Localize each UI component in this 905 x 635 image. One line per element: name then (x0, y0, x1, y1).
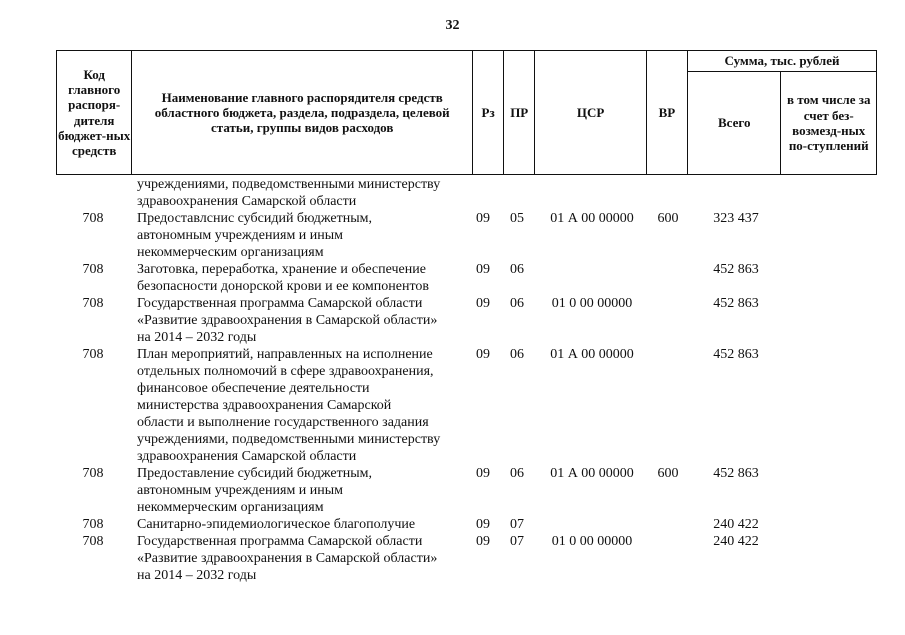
cell-pr: 07 (510, 534, 524, 549)
cell-rz: 09 (476, 347, 490, 362)
cell-total: 240 422 (713, 517, 759, 532)
cell-name (137, 465, 472, 516)
cell-csr: 01 0 00 00000 (551, 296, 633, 311)
table-row (56, 516, 877, 533)
table-row (56, 465, 877, 516)
cell-code: 708 (82, 534, 104, 549)
cell-code: 708 (82, 517, 104, 532)
cell-name (137, 516, 472, 533)
table-row (56, 176, 877, 210)
cell-total: 452 863 (713, 466, 759, 481)
cell-name-line: «Развитие здравоохранения в Самарской области» (137, 313, 438, 328)
table-row (56, 295, 877, 346)
table-header (56, 50, 877, 175)
header-pr: ПР (504, 51, 535, 175)
cell-csr: 01 А 00 00000 (550, 347, 634, 362)
page-number: 32 (445, 18, 460, 33)
cell-name-line: Санитарно-эпидемиологическое благополучие (137, 517, 416, 532)
cell-rz: 09 (476, 466, 490, 481)
cell-name-line: на 2014 – 2032 годы (137, 568, 257, 583)
cell-code: 708 (82, 347, 104, 362)
cell-name-line: министерства здравоохранения Самарской (137, 398, 392, 413)
cell-name-line: некоммерческим организациям (137, 245, 324, 260)
cell-rz: 09 (476, 296, 490, 311)
cell-rz: 09 (476, 211, 490, 226)
cell-name-line: Заготовка, переработка, хранение и обеспечение (137, 262, 426, 277)
cell-code: 708 (82, 466, 104, 481)
cell-pr: 07 (510, 517, 524, 532)
cell-name-line: Государственная программа Самарской области (137, 534, 423, 549)
cell-csr: 01 А 00 00000 (550, 211, 634, 226)
cell-name-line: Предоставлснис субсидий бюджетным, (137, 211, 373, 226)
cell-name-line: План мероприятий, направленных на исполнение (137, 347, 433, 362)
cell-total: 452 863 (713, 262, 759, 277)
cell-name-line: области и выполнение государственного задания (137, 415, 429, 430)
cell-pr: 06 (510, 466, 524, 481)
cell-code: 708 (82, 211, 104, 226)
cell-name-line: некоммерческим организациям (137, 500, 324, 515)
cell-name-line: Предоставление субсидий бюджетным, (137, 466, 373, 481)
cell-name-line: здравоохранения Самарской области (137, 449, 357, 464)
cell-name-line: учреждениями, подведомственными министерству (137, 177, 441, 192)
cell-name (137, 210, 472, 261)
cell-name-line: учреждениями, подведомственными министерству (137, 432, 441, 447)
cell-name-line: Государственная программа Самарской области (137, 296, 423, 311)
cell-name-line: здравоохранения Самарской области (137, 194, 357, 209)
cell-rz: 09 (476, 534, 490, 549)
header-code: Код главного распоря-дителя бюджет-ных средств (57, 51, 132, 175)
cell-name-line: финансовое обеспечение деятельности (137, 381, 370, 396)
cell-vr: 600 (657, 211, 679, 226)
cell-total: 323 437 (713, 211, 759, 226)
cell-csr: 01 А 00 00000 (550, 466, 634, 481)
cell-name (137, 295, 472, 346)
cell-pr: 05 (510, 211, 524, 226)
cell-rz: 09 (476, 517, 490, 532)
cell-pr: 06 (510, 347, 524, 362)
cell-total: 452 863 (713, 347, 759, 362)
cell-code: 708 (82, 296, 104, 311)
header-name: Наименование главного распорядителя средств областного бюджета, раздела, подраздела, целевой статьи, группы видов расходов (132, 51, 473, 175)
cell-code: 708 (82, 262, 104, 277)
cell-name (137, 261, 472, 295)
cell-total: 240 422 (713, 534, 759, 549)
table-row (56, 346, 877, 465)
table-body (56, 176, 877, 584)
cell-vr: 600 (657, 466, 679, 481)
cell-name (137, 346, 472, 465)
cell-rz: 09 (476, 262, 490, 277)
cell-name (137, 533, 472, 584)
cell-name-line: безопасности донорской крови и ее компонентов (137, 279, 430, 294)
cell-name-line: автономным учреждениям и иным (137, 483, 344, 498)
header-csr: ЦСР (535, 51, 647, 175)
header-total: Всего (688, 72, 781, 175)
table-row (56, 533, 877, 584)
header-vr: ВР (646, 51, 687, 175)
cell-name-line: на 2014 – 2032 годы (137, 330, 257, 345)
cell-name-line: отдельных полномочий в сфере здравоохранения, (137, 364, 434, 379)
cell-name-line: «Развитие здравоохранения в Самарской области» (137, 551, 438, 566)
header-free: в том числе за счет без-возмезд-ных по-ступлений (781, 72, 877, 175)
cell-csr: 01 0 00 00000 (551, 534, 633, 549)
cell-pr: 06 (510, 296, 524, 311)
header-rz: Рз (473, 51, 504, 175)
cell-pr: 06 (510, 262, 524, 277)
cell-name (137, 176, 472, 210)
table-row (56, 261, 877, 295)
table-row (56, 210, 877, 261)
header-sum: Сумма, тыс. рублей (688, 51, 877, 72)
cell-total: 452 863 (713, 296, 759, 311)
cell-name-line: автономным учреждениям и иным (137, 228, 344, 243)
